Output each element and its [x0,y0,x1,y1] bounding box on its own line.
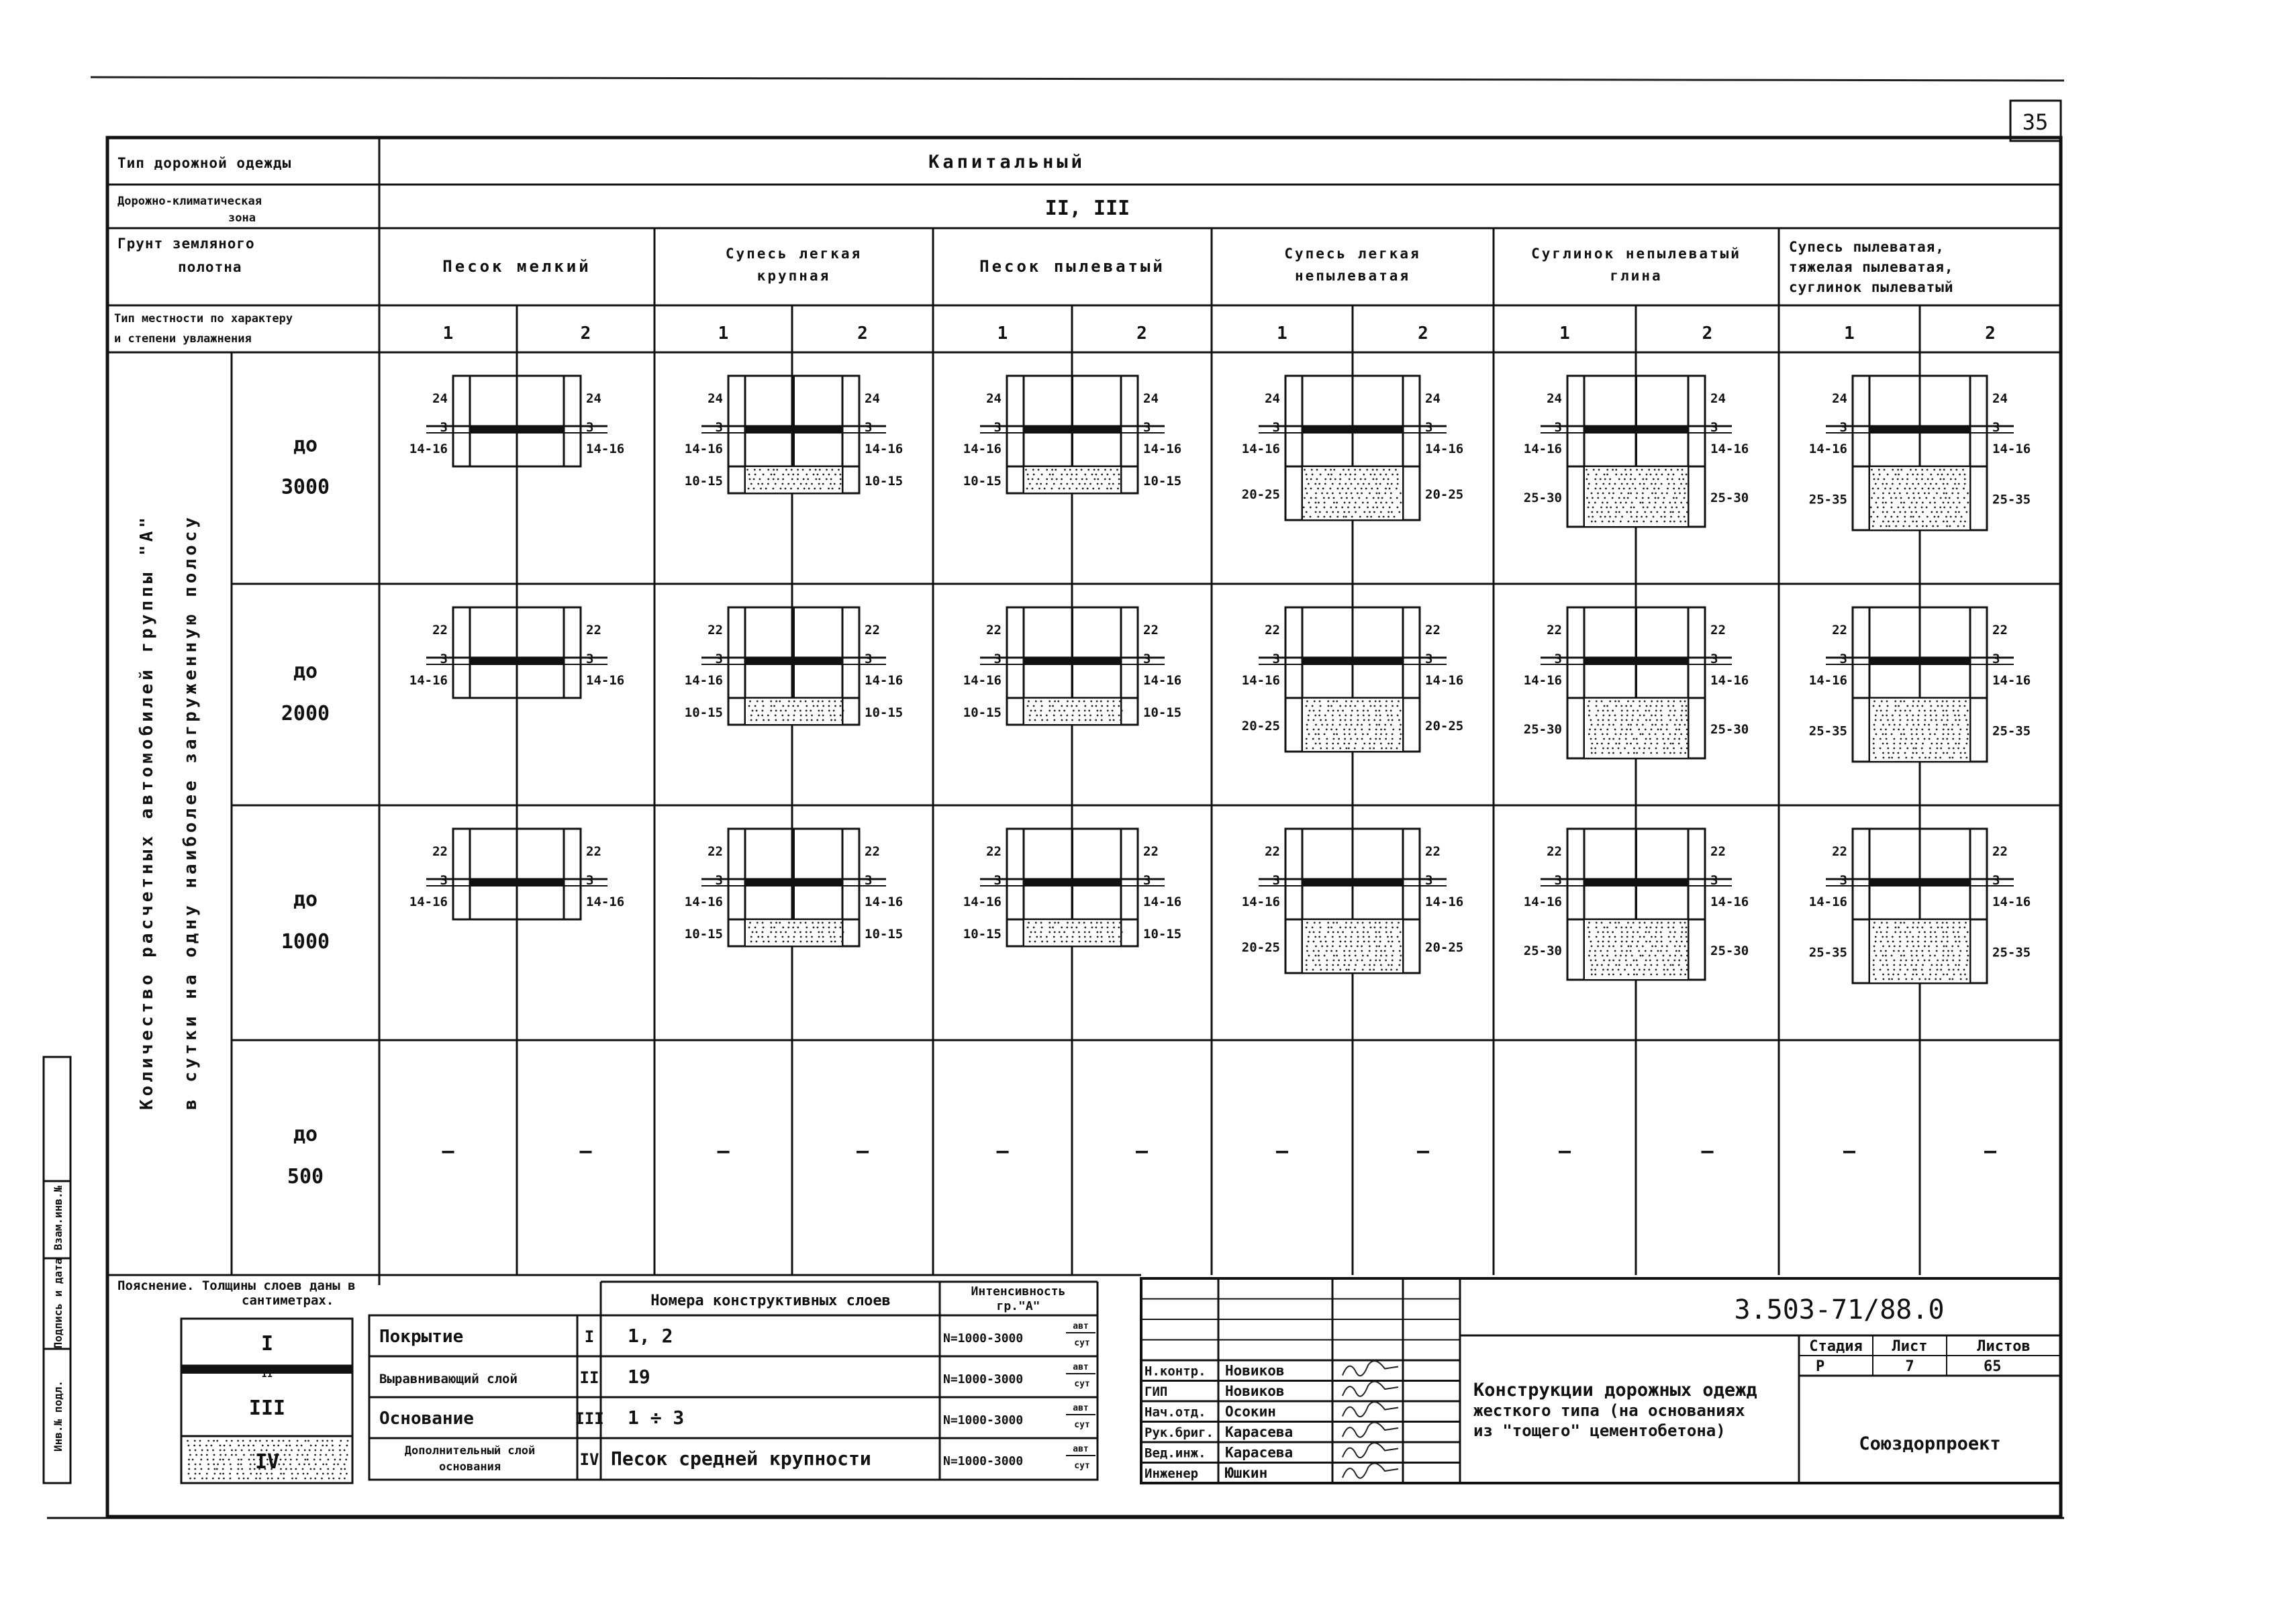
cross-section-diagram [1809,376,2031,530]
legend-unit-top: авт [1073,1444,1089,1454]
soil-headers [442,239,1996,344]
dim-top-left: 24 [432,391,448,406]
dim-top-right: 24 [1992,391,2008,406]
stamp-role: ГИП [1144,1384,1168,1399]
legend-layer-numbers: Песок средней крупности [611,1448,871,1470]
terrain-type-1: 1 [1559,323,1570,344]
dim-extra-right: 10-15 [865,927,904,942]
dim-top-right: 22 [1143,844,1159,859]
dim-extra-right: 10-15 [1143,705,1182,720]
dim-lev-left: 3 [715,420,723,435]
no-construction-dash: — [996,1139,1009,1163]
legend-layer-numbers: 1, 2 [628,1325,673,1347]
cross-section-diagram [963,829,1181,946]
legend-layer-numbers: 1 ÷ 3 [628,1407,685,1429]
traffic-row-value: 500 [287,1165,324,1188]
dim-extra-left: 10-15 [684,927,723,942]
dim-base-left: 14-16 [1523,673,1562,688]
dim-top-right: 24 [1143,391,1159,406]
traffic-row-label: до [293,888,318,911]
legend-unit-bottom: сут [1074,1338,1090,1348]
legend-layer-numeral: III [575,1409,604,1428]
dim-top-left: 22 [1265,844,1280,859]
legend-numeral: IV [254,1450,280,1474]
stamp-role: Инженер [1144,1466,1199,1481]
dim-base-left: 14-16 [963,673,1002,688]
legend-layer-intensity: N=1000-3000 [943,1372,1024,1386]
dim-base-right: 14-16 [1425,442,1464,456]
dim-top-left: 22 [986,844,1002,859]
dim-extra-left: 10-15 [963,705,1002,720]
stage-label: Стадия [1809,1338,1863,1355]
type-value: Капитальный [928,152,1085,172]
dim-base-left: 14-16 [1241,442,1280,456]
terrain-type-1: 1 [1844,323,1855,344]
dim-lev-right: 3 [586,420,594,435]
dim-lev-left: 3 [715,652,723,666]
dim-extra-left: 25-35 [1808,492,1847,507]
zone-value: II, III [1044,197,1130,220]
dim-top-right: 22 [586,844,601,859]
no-construction-dash: — [1701,1139,1714,1163]
dim-base-right: 14-16 [1143,442,1182,456]
soil-header-3: Песок пылеватый [979,257,1165,276]
dim-extra-left: 25-35 [1808,723,1847,739]
stamp-person: Карасева [1225,1424,1294,1440]
dim-lev-right: 3 [1710,652,1718,666]
dim-top-right: 22 [1710,844,1726,859]
stamp-role: Н.контр. [1144,1364,1206,1379]
stamp-role: Рук.бриг. [1144,1425,1214,1440]
terrain-type-2: 2 [1136,323,1147,344]
stamp-person: Осокин [1225,1403,1276,1420]
dim-extra-left: 25-30 [1523,944,1562,958]
dim-base-left: 14-16 [1808,673,1847,688]
soil-header-4-line1: Супесь легкая [1284,246,1421,262]
no-construction-dash: — [717,1139,730,1163]
dim-top-right: 22 [1992,844,2008,859]
dim-base-right: 14-16 [586,442,625,456]
dim-lev-left: 3 [715,873,723,888]
cross-section-diagram [1242,376,1463,520]
dim-top-left: 22 [986,623,1002,638]
dim-top-right: 22 [865,844,880,859]
dim-top-right: 22 [865,623,880,638]
terrain-type-2: 2 [1985,323,1996,344]
terrain-type-2: 2 [857,323,868,344]
no-construction-dash: — [1843,1139,1856,1163]
cross-section-diagram [685,607,903,725]
legend-layer-numeral: IV [579,1450,599,1469]
dim-lev-left: 3 [440,420,448,435]
traffic-row-label: до [293,433,318,457]
legend-numeral: III [248,1397,286,1420]
sheet-value: 7 [1905,1358,1914,1375]
cross-section-diagram [963,607,1181,725]
dim-extra-right: 10-15 [865,474,904,489]
dim-top-right: 22 [1425,844,1441,859]
dim-extra-right: 25-35 [1992,723,2031,739]
dim-top-right: 22 [1710,623,1726,638]
dim-base-right: 14-16 [1425,895,1464,909]
soil-header-6-line1: Супесь пылеватая, [1789,239,1945,255]
dim-base-right: 14-16 [1710,673,1749,688]
page-number: 35 [2022,109,2049,135]
dim-base-left: 14-16 [963,895,1002,909]
dim-extra-right: 10-15 [1143,927,1182,942]
dim-lev-right: 3 [1710,873,1718,888]
legend-layer-numeral: I [584,1327,595,1346]
dim-extra-right: 20-25 [1425,940,1464,955]
cross-section-diagram [409,607,624,698]
dim-extra-left: 25-30 [1523,491,1562,505]
terrain-type-2: 2 [1702,323,1713,344]
dim-lev-left: 3 [993,652,1002,666]
dim-base-left: 14-16 [684,895,723,909]
soil-header-6-line2: тяжелая пылеватая, [1789,259,1954,275]
dim-top-left: 22 [432,844,448,859]
dim-lev-left: 3 [993,873,1002,888]
top-rule [91,77,2064,81]
dim-top-left: 24 [708,391,723,406]
dim-lev-left: 3 [1272,873,1280,888]
legend-numeral: II [261,1369,273,1380]
legend-unit-top: авт [1073,1403,1089,1413]
legend-unit-top: авт [1073,1321,1089,1331]
dim-lev-right: 3 [865,873,873,888]
soil-header-6-line3: суглинок пылеватый [1789,279,1954,295]
dim-extra-right: 20-25 [1425,487,1464,502]
dim-top-right: 24 [1425,391,1441,406]
dim-base-right: 14-16 [1992,673,2031,688]
side-replace: Взам.инв.№ [52,1185,64,1251]
dim-lev-left: 3 [993,420,1002,435]
legend-layer-numbers: 19 [628,1366,650,1388]
dim-extra-right: 25-30 [1710,722,1749,737]
dim-extra-left: 25-35 [1808,945,1847,960]
dim-lev-right: 3 [586,873,594,888]
zone-label-2: зона [228,211,256,225]
dim-lev-left: 3 [1839,652,1847,666]
legend-unit-bottom: сут [1074,1420,1090,1430]
cross-section-diagram [409,376,624,466]
terrain-type-1: 1 [718,323,729,344]
dim-lev-left: 3 [440,652,448,666]
dim-top-left: 22 [432,623,448,638]
dim-extra-right: 10-15 [1143,474,1182,489]
dim-lev-left: 3 [1839,873,1847,888]
dim-top-right: 22 [1143,623,1159,638]
cross-section-diagram [1524,376,1749,527]
dim-base-left: 14-16 [1523,442,1562,456]
dim-base-left: 14-16 [1241,673,1280,688]
traffic-rows [232,376,2061,1188]
signature [1343,1464,1398,1478]
dim-top-left: 22 [1547,844,1562,859]
dim-extra-left: 10-15 [684,474,723,489]
dim-base-right: 14-16 [1143,673,1182,688]
legend-unit-bottom: сут [1074,1461,1090,1471]
signature [1343,1402,1398,1417]
legend-layer-numeral: II [579,1368,599,1387]
legend-layer-name: Покрытие [379,1327,464,1347]
terrain-type-1: 1 [997,323,1008,344]
no-construction-dash: — [1275,1139,1289,1163]
terrain-type-1: 1 [1277,323,1287,344]
terrain-type-2: 2 [580,323,591,344]
dim-base-right: 14-16 [1710,895,1749,909]
dim-base-left: 14-16 [409,895,448,909]
traffic-row-value: 2000 [281,702,330,725]
dim-top-right: 22 [1992,623,2008,638]
no-construction-dash: — [1984,1139,1997,1163]
dim-lev-right: 3 [1143,420,1151,435]
cross-section-diagram [685,376,903,493]
legend-layer-name: Основание [379,1409,474,1429]
dim-lev-right: 3 [865,420,873,435]
dim-base-right: 14-16 [586,895,625,909]
side-strip [44,1057,70,1483]
col-intensity-header-1: Интенсивность [971,1284,1066,1299]
dim-base-right: 14-16 [1992,442,2031,456]
no-construction-dash: — [442,1139,454,1163]
dim-lev-right: 3 [1992,652,2000,666]
soil-label-2: полотна [178,259,242,275]
dim-extra-right: 10-15 [865,705,904,720]
no-construction-dash: — [1416,1139,1430,1163]
cross-section-diagram [409,829,624,919]
legend-layer-name: Выравнивающий слой [379,1372,518,1386]
traffic-row-value: 3000 [281,475,330,499]
dim-top-left: 22 [1832,623,1847,638]
sheet-title-3: из "тощего" цементобетона) [1473,1421,1726,1440]
vertical-label-2: в сутки на одну наиболее загруженную полосу [181,513,201,1111]
sheets-value: 65 [1984,1358,2002,1375]
cross-section-diagram [1809,829,2031,983]
dim-top-left: 24 [1547,391,1562,406]
traffic-row-value: 1000 [281,930,330,954]
note-line-1: Пояснение. Толщины слоев даны в [117,1278,356,1293]
dim-top-right: 24 [586,391,601,406]
dim-base-left: 14-16 [963,442,1002,456]
dim-base-right: 14-16 [865,895,904,909]
terrain-type-1: 1 [442,323,454,344]
dim-base-left: 14-16 [409,442,448,456]
dim-extra-right: 25-35 [1992,492,2031,507]
legend-layer-name: Дополнительный слой [404,1444,536,1458]
dim-base-left: 14-16 [1241,895,1280,909]
dim-top-right: 22 [586,623,601,638]
dim-extra-left: 20-25 [1241,940,1280,955]
dim-lev-right: 3 [1143,873,1151,888]
soil-header-2-line2: крупная [757,268,831,284]
dim-lev-right: 3 [1992,420,2000,435]
dim-base-right: 14-16 [1710,442,1749,456]
soil-label-1: Грунт земляного [117,236,255,252]
stamp-person: Карасева [1225,1444,1294,1461]
dim-base-right: 14-16 [1143,895,1182,909]
stamp-person: Новиков [1225,1383,1285,1399]
no-construction-dash: — [1558,1139,1571,1163]
dim-extra-left: 10-15 [963,474,1002,489]
signature [1343,1423,1398,1437]
dim-base-right: 14-16 [586,673,625,688]
soil-header-1: Песок мелкий [442,257,591,276]
dim-top-right: 24 [1710,391,1726,406]
dim-top-left: 22 [1547,623,1562,638]
vertical-label-1: Количество расчетных автомобилей группы "А" [137,513,157,1111]
dim-top-left: 22 [708,623,723,638]
dim-lev-right: 3 [865,652,873,666]
dim-top-left: 22 [1832,844,1847,859]
title-stamp [1141,1278,2061,1483]
dim-top-left: 24 [1265,391,1280,406]
dim-lev-right: 3 [1710,420,1718,435]
dim-base-right: 14-16 [865,673,904,688]
no-construction-dash: — [579,1139,592,1163]
legend-layer-intensity: N=1000-3000 [943,1331,1024,1346]
dim-base-left: 14-16 [1523,895,1562,909]
no-construction-dash: — [856,1139,869,1163]
col-intensity-header-2: гр."А" [996,1299,1040,1313]
dim-lev-right: 3 [1425,420,1433,435]
dim-extra-left: 20-25 [1241,487,1280,502]
dim-lev-right: 3 [586,652,594,666]
cross-section-diagram [963,376,1181,493]
dim-extra-left: 10-15 [963,927,1002,942]
dim-top-left: 24 [986,391,1002,406]
terrain-label-2: и степени увлажнения [114,332,252,346]
stage-value: Р [1816,1358,1825,1375]
soil-header-4-line2: непылеватая [1294,268,1411,284]
soil-header-2-line1: Супесь легкая [725,246,863,262]
side-sign: Подпись и дата [52,1258,64,1349]
dim-lev-right: 3 [1143,652,1151,666]
dim-lev-left: 3 [1554,652,1562,666]
sheet-label: Лист [1892,1338,1928,1355]
organization: Союздорпроект [1859,1433,2001,1454]
dim-top-left: 22 [708,844,723,859]
signature [1343,1361,1398,1376]
legend-layer-intensity: N=1000-3000 [943,1413,1024,1427]
dim-base-left: 14-16 [1808,442,1847,456]
dim-lev-left: 3 [1839,420,1847,435]
dim-lev-left: 3 [1272,420,1280,435]
dim-lev-right: 3 [1992,873,2000,888]
dim-extra-right: 25-35 [1992,945,2031,960]
stamp-role: Вед.инж. [1144,1445,1206,1461]
dim-extra-right: 25-30 [1710,491,1749,505]
signature [1343,1443,1398,1458]
dim-base-left: 14-16 [1808,895,1847,909]
dim-base-left: 14-16 [684,673,723,688]
type-label: Тип дорожной одежды [117,155,292,171]
legend-layer-name-2: основания [438,1460,501,1474]
dim-extra-left: 10-15 [684,705,723,720]
document-code: 3.503-71/88.0 [1734,1295,1945,1325]
dim-extra-right: 20-25 [1425,719,1464,733]
no-construction-dash: — [1135,1139,1149,1163]
dim-lev-left: 3 [1554,873,1562,888]
traffic-row-label: до [293,1123,318,1146]
dim-lev-left: 3 [1272,652,1280,666]
col-numbers-header: Номера конструктивных слоев [650,1292,891,1309]
cross-section-diagram [685,829,903,946]
dim-base-right: 14-16 [865,442,904,456]
layer-legend [181,1282,1098,1483]
legend-numeral: I [260,1332,274,1356]
legend-unit-top: авт [1073,1362,1089,1372]
dim-lev-left: 3 [1554,420,1562,435]
sheet-title-2: жесткого типа (на основаниях [1473,1401,1745,1420]
dim-extra-left: 25-30 [1523,722,1562,737]
dim-base-left: 14-16 [409,673,448,688]
dim-top-right: 24 [865,391,880,406]
cross-section-diagram [1524,607,1749,758]
soil-header-5-line2: глина [1610,268,1663,284]
signature [1343,1382,1398,1397]
dim-base-right: 14-16 [1425,673,1464,688]
dim-top-left: 24 [1832,391,1847,406]
sheet-title-1: Конструкции дорожных одежд [1473,1380,1757,1401]
note-line-2: сантиметрах. [242,1293,334,1308]
cross-section-diagram [1809,607,2031,762]
traffic-row-label: до [293,660,318,683]
dim-base-left: 14-16 [684,442,723,456]
cross-section-diagram [1524,829,1749,980]
terrain-label-1: Тип местности по характеру [114,312,293,325]
dim-base-right: 14-16 [1992,895,2031,909]
dim-top-left: 22 [1265,623,1280,638]
dim-top-right: 22 [1425,623,1441,638]
side-inv: Инв.№ подл. [52,1380,64,1452]
cross-section-diagram [1242,829,1463,973]
stamp-role: Нач.отд. [1144,1405,1206,1420]
dim-lev-right: 3 [1425,873,1433,888]
terrain-type-2: 2 [1418,323,1428,344]
sheets-label: Листов [1977,1338,2031,1355]
dim-lev-right: 3 [1425,652,1433,666]
cross-section-diagram [1242,607,1463,752]
zone-label-1: Дорожно-климатическая [117,195,262,208]
legend-unit-bottom: сут [1074,1379,1090,1389]
stamp-person: Новиков [1225,1362,1285,1379]
legend-layer-intensity: N=1000-3000 [943,1454,1024,1468]
dim-extra-left: 20-25 [1241,719,1280,733]
dim-lev-left: 3 [440,873,448,888]
stamp-person: Юшкин [1225,1465,1268,1481]
soil-header-5-line1: Суглинок непылеватый [1531,246,1741,262]
dim-extra-right: 25-30 [1710,944,1749,958]
